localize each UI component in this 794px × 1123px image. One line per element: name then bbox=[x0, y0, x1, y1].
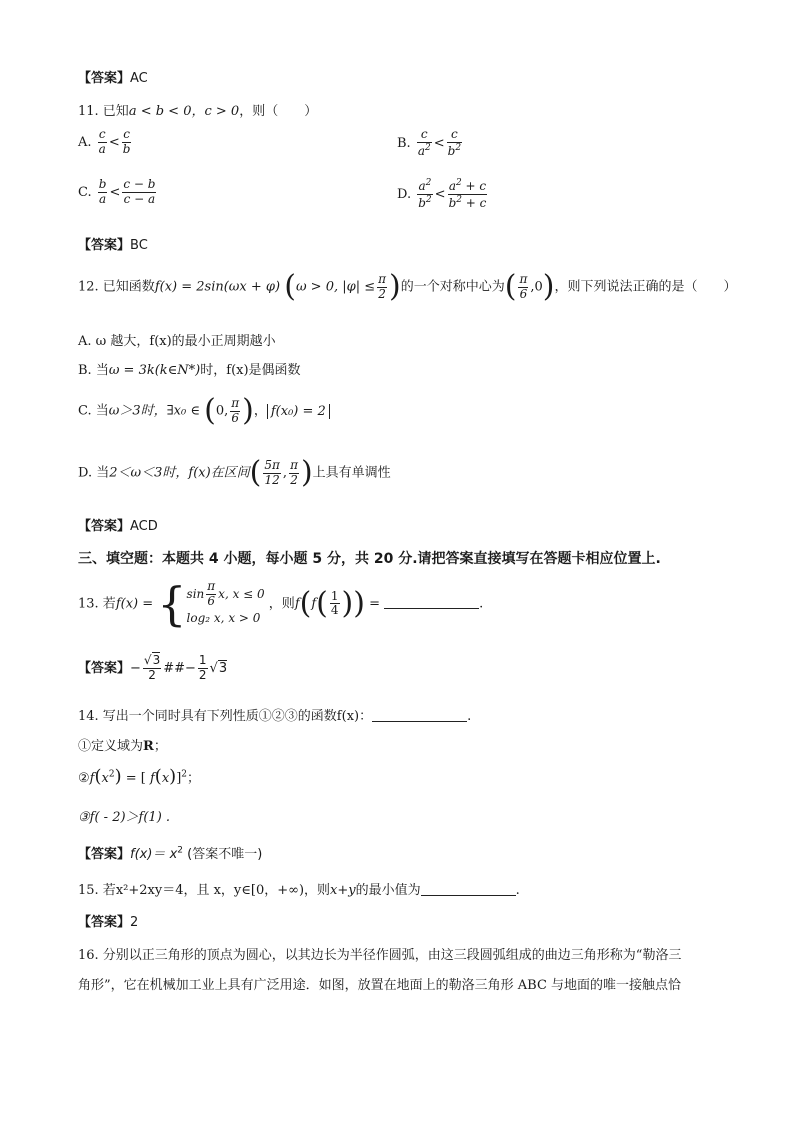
q12-option-b-prefix: B. 当 bbox=[78, 363, 109, 378]
fraction: $\frac{\pi}{6}$ bbox=[207, 579, 216, 608]
question-14: 14. 写出一个同时具有下列性质①②③的函数f(x)： . bbox=[78, 709, 472, 724]
q14-property-1: ①定义域为R； bbox=[78, 739, 167, 754]
q11-condition: a < b < 0，c > 0 bbox=[128, 104, 240, 119]
answer-q12 bbox=[78, 515, 158, 534]
answer-q13: 【答案】− $\frac{√3}{2}$ ##− $\frac{1}{2}$ √3 bbox=[78, 653, 228, 682]
q12-option-b bbox=[78, 359, 301, 378]
q11-stem-tail: ，则（ ） bbox=[239, 104, 318, 119]
q11-stem-text: 11. 已知 bbox=[78, 104, 129, 119]
q13-answer-sep: ##− bbox=[163, 660, 196, 676]
q14-property-2: $②f(x^2)$ = [ f(x)]$^2$； bbox=[78, 766, 201, 787]
q15-expression: x+y bbox=[330, 883, 356, 898]
answer-tag: 【答案】 bbox=[78, 660, 131, 676]
fraction: $\frac{b}{a}$ bbox=[98, 177, 107, 206]
q11-option-d: D. $\frac{a^2}{b^2}$ < $\frac{a^2 + c}{b^2 + c}$ bbox=[397, 178, 487, 210]
q12-option-a bbox=[78, 330, 276, 349]
q14-property-3: ③f( - 2)＞f(1) . bbox=[78, 810, 171, 825]
q13-piecewise bbox=[187, 580, 265, 628]
q12-option-c-prefix: C. 当 bbox=[78, 403, 109, 419]
fraction: $\frac{a^2}{b^2}$ bbox=[418, 178, 432, 210]
answer-tag: 【答案】 bbox=[78, 847, 131, 862]
q12-stem-tail: ，则下列说法正确的是（ ） bbox=[554, 279, 737, 295]
answer-tag: 【答案】 bbox=[78, 915, 131, 930]
q11-option-c-label: C. bbox=[78, 184, 92, 200]
q13-case-1: sin $\frac{\pi}{6}$ x, x ≤ 0 bbox=[186, 579, 265, 608]
fraction: $\frac{√3}{2}$ bbox=[143, 653, 161, 682]
fraction: $\frac{1}{2}$ bbox=[198, 653, 207, 682]
q13-mid-text: ，则 bbox=[268, 596, 295, 612]
q12-option-d: D. 当2＜ω＜3时，f(x)在区间( $\frac{5\pi}{12}$ , $\frac{\pi}{2}$ )上具有单调性 bbox=[78, 455, 391, 490]
answer-q10 bbox=[78, 67, 148, 86]
answer-value: 2 bbox=[130, 915, 139, 930]
q12-function: f(x) = 2sin(ωx + φ) bbox=[154, 279, 281, 295]
answer-q11 bbox=[78, 234, 148, 253]
q12-option-c: C. 当ω＞3时，∃x₀ ∈ (0, $\frac{\pi}{6}$ )， f(x₀) = 2 bbox=[78, 396, 330, 426]
fraction: $\frac{a^2 + c}{b^2 + c}$ bbox=[448, 178, 487, 210]
fraction: $\frac{\pi}{2}$ bbox=[290, 457, 298, 487]
fraction: $\frac{c - b}{c - a}$ bbox=[123, 177, 156, 206]
fraction: $\frac{c}{b}$ bbox=[122, 127, 131, 156]
q12-condition: ω > 0, |φ| ≤ bbox=[295, 279, 376, 295]
answer-blank[interactable] bbox=[372, 721, 467, 722]
answer-q15 bbox=[78, 911, 138, 930]
answer-tag: 【答案】 bbox=[78, 519, 131, 534]
question-16-line-1: 16. 分别以正三角形的顶点为圆心，以其边长为半径作圆弧，由这三段圆弧组成的曲边三角形称为“勒洛三 bbox=[78, 948, 682, 963]
q13-fx: f(x) = bbox=[115, 596, 154, 612]
q12-option-c-cond: ω＞3时，∃x₀ ∈ bbox=[108, 403, 200, 419]
fraction: $\frac{c}{b^2}$ bbox=[447, 127, 462, 158]
q11-option-d-label: D. bbox=[397, 186, 412, 202]
answer-note: (答案不唯一) bbox=[187, 847, 263, 862]
q11-option-a-label: A. bbox=[78, 134, 92, 150]
fraction: $\frac{5\pi}{12}$ bbox=[264, 457, 280, 487]
q12-option-b-cond: ω = 3k(k∈N*) bbox=[108, 363, 201, 378]
q12-option-b-text: 时，f(x)是偶函数 bbox=[200, 363, 301, 378]
question-11-stem bbox=[78, 100, 317, 119]
answer-value: BC bbox=[130, 238, 148, 253]
answer-q14: 【答案】$f(x)= x^2$ (答案不唯一) bbox=[78, 845, 263, 862]
fraction: $\frac{\pi}{6}$ bbox=[231, 395, 240, 425]
fraction: $\frac{\pi}{6}$ bbox=[519, 271, 528, 301]
fraction: $\frac{\pi}{2}$ bbox=[378, 271, 387, 301]
q11-option-b-label: B. bbox=[397, 135, 411, 151]
fraction: $\frac{c}{a}$ bbox=[98, 127, 106, 156]
q11-option-a: A. $\frac{c}{a}$ < $\frac{c}{b}$ bbox=[78, 127, 131, 156]
question-13: 13. 若f(x) = { sin $\frac{\pi}{6}$ x, x ≤ 0 log₂ x, x > 0 ，则f(f( $\frac{1}{4}$ )) = . bbox=[78, 576, 484, 631]
q15-stem-tail: 的最小值为 bbox=[355, 883, 421, 898]
answer-blank[interactable] bbox=[421, 895, 516, 896]
q11-option-b: B. $\frac{c}{a^2}$ < $\frac{c}{b^2}$ bbox=[397, 127, 462, 158]
q12-option-c-abs: f(x₀) = 2 bbox=[267, 404, 330, 420]
q11-option-c: C. $\frac{b}{a}$ < $\frac{c - b}{c - a}$ bbox=[78, 177, 156, 206]
question-16-line-2: 角形”，它在机械加工业上具有广泛用途．如图，放置在地面上的勒洛三角形 ABC 与地面的唯一接触点恰 bbox=[78, 978, 682, 993]
answer-blank[interactable] bbox=[384, 608, 479, 609]
q12-option-d-text: 上具有单调性 bbox=[312, 465, 391, 481]
q12-option-d-cond: 2＜ω＜3时，f(x)在区间 bbox=[109, 465, 250, 481]
q14-stem-text: 14. 写出一个同时具有下列性质①②③的函数f(x)： bbox=[78, 709, 373, 724]
answer-tag: 【答案】 bbox=[78, 238, 131, 253]
answer-tag: 【答案】 bbox=[78, 71, 131, 86]
fraction: $\frac{c}{a^2}$ bbox=[417, 127, 431, 158]
question-15: 15. 若x²+2xy＝4，且 x，y∈[0，+∞)，则x+y的最小值为 . bbox=[78, 883, 520, 898]
q12-stem-text: 12. 已知函数 bbox=[78, 279, 155, 295]
question-12-stem: 12. 已知函数f(x) = 2sin(ωx + φ) (ω > 0, |φ| ≤ $\frac{\pi}{2}$ )的一个对称中心为( $\frac{\pi}{6}$ ,0)，则下列说法正确的是（ ） bbox=[78, 269, 737, 304]
q12-option-d-prefix: D. 当 bbox=[78, 465, 110, 481]
q15-stem-text: 15. 若 bbox=[78, 883, 116, 898]
section-heading: 三、填空题：本题共 4 小题，每小题 5 分，共 20 分.请把答案直接填写在答题卡相应位置上. bbox=[78, 551, 661, 567]
answer-value: AC bbox=[130, 71, 148, 86]
answer-value: ACD bbox=[130, 519, 158, 534]
q13-stem-text: 13. 若 bbox=[78, 596, 116, 612]
q12-option-a-text: A. ω 越大，f(x)的最小正周期越小 bbox=[78, 334, 276, 349]
q15-condition: x²+2xy＝4，且 x，y∈[0，+∞)，则 bbox=[115, 883, 331, 898]
q13-case-2: log₂ x, x > 0 bbox=[186, 610, 261, 625]
answer-value: f(x)＝ bbox=[130, 847, 166, 862]
q12-stem-mid: 的一个对称中心为 bbox=[400, 279, 505, 295]
fraction: $\frac{1}{4}$ bbox=[330, 588, 339, 618]
